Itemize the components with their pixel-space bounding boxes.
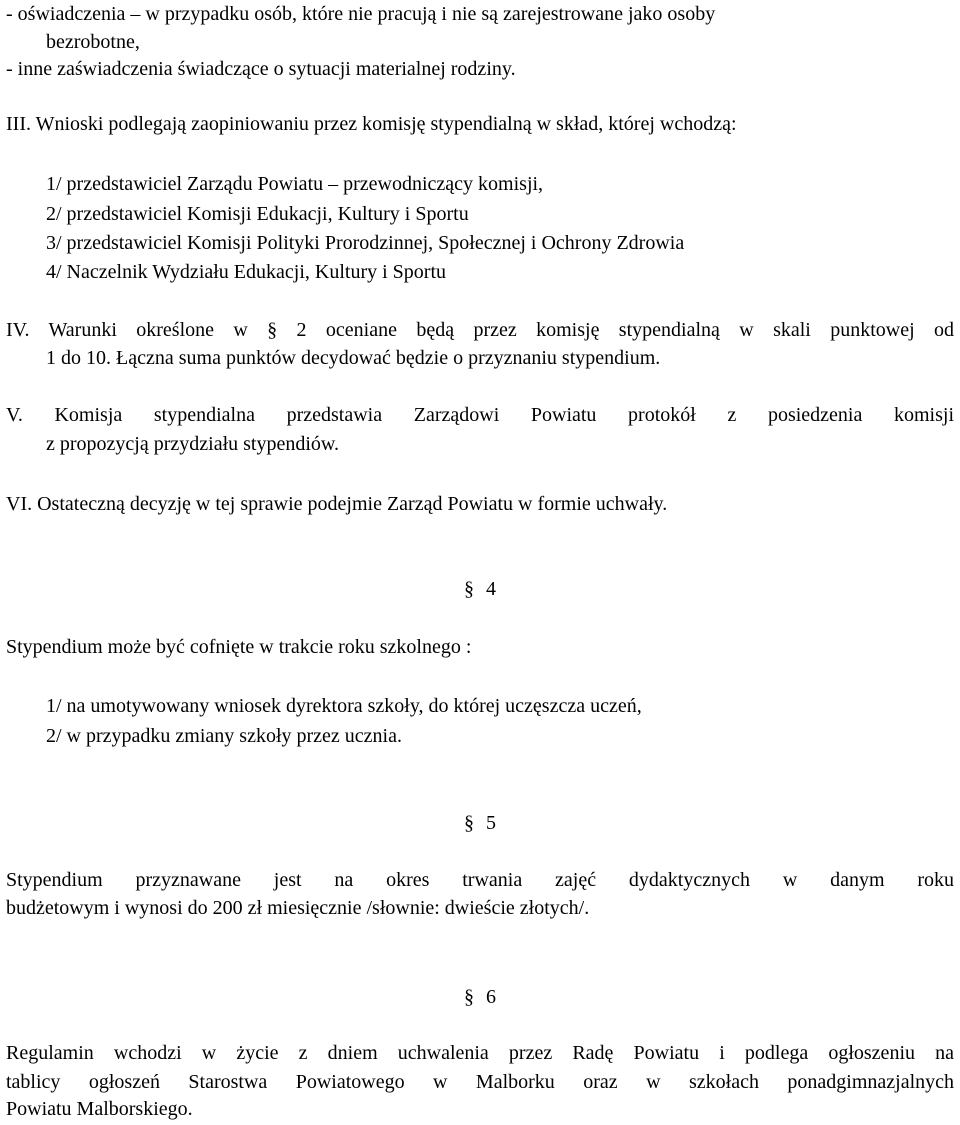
revocation-reason-2: 2/ w przypadku zmiany szkoły przez ucznia. bbox=[46, 725, 402, 747]
section-5-line-2: budżetowym i wynosi do 200 zł miesięcznie /słownie: dwieście złotych/. bbox=[6, 897, 590, 919]
section-6-line-1: Regulamin wchodzi w życie z dniem uchwalenia przez Radę Powiatu i podlega ogłoszeniu na bbox=[6, 1042, 954, 1064]
section-symbol: § bbox=[464, 812, 474, 834]
point-iii-text: III. Wnioski podlegają zaopiniowaniu przez komisję stypendialną w skład, której wchodzą: bbox=[6, 113, 737, 135]
committee-member-3: 3/ przedstawiciel Komisji Polityki Prorodzinnej, Społecznej i Ochrony Zdrowia bbox=[46, 232, 685, 254]
point-v-line-2: z propozycją przydziału stypendiów. bbox=[46, 433, 340, 455]
point-v-line-1: V. Komisja stypendialna przedstawia Zarządowi Powiatu protokół z posiedzenia komisji bbox=[6, 404, 954, 426]
revocation-reason-1: 1/ na umotywowany wniosek dyrektora szkoły, do której uczęszcza uczeń, bbox=[46, 695, 642, 717]
section-6-heading bbox=[464, 985, 496, 1011]
point-vi-text: VI. Ostateczną decyzję w tej sprawie podejmie Zarząd Powiatu w formie uchwały. bbox=[6, 493, 668, 515]
section-symbol: § bbox=[464, 578, 474, 600]
section-4-intro: Stypendium może być cofnięte w trakcie roku szkolnego : bbox=[6, 636, 472, 658]
section-number: 5 bbox=[486, 812, 496, 834]
point-iv-line-1: IV. Warunki określone w § 2 oceniane będą przez komisję stypendialną w skali punktowej od bbox=[6, 319, 954, 341]
section-symbol: § bbox=[464, 986, 474, 1008]
section-6-line-2: tablicy ogłoszeń Starostwa Powiatowego w Malborku oraz w szkołach ponadgimnazjalnych bbox=[6, 1071, 954, 1093]
section-4-heading bbox=[464, 577, 496, 603]
section-number: 4 bbox=[486, 578, 496, 600]
section-number: 6 bbox=[486, 986, 496, 1008]
section-5-heading bbox=[464, 811, 496, 837]
document-item-declaration-cont: bezrobotne, bbox=[46, 31, 140, 53]
committee-member-1: 1/ przedstawiciel Zarządu Powiatu – przewodniczący komisji, bbox=[46, 173, 544, 195]
committee-member-4: 4/ Naczelnik Wydziału Edukacji, Kultury i Sportu bbox=[46, 261, 446, 283]
point-iv-line-2: 1 do 10. Łączna suma punktów decydować będzie o przyznaniu stypendium. bbox=[46, 347, 661, 369]
section-5-line-1: Stypendium przyznawane jest na okres trwania zajęć dydaktycznych w danym roku bbox=[6, 869, 954, 891]
document-item-other-certificates: - inne zaświadczenia świadczące o sytuacji materialnej rodziny. bbox=[6, 58, 516, 80]
document-item-declaration: - oświadczenia – w przypadku osób, które nie pracują i nie są zarejestrowane jako osoby bbox=[6, 3, 716, 25]
section-6-line-3: Powiatu Malborskiego. bbox=[6, 1098, 193, 1120]
committee-member-2: 2/ przedstawiciel Komisji Edukacji, Kultury i Sportu bbox=[46, 203, 469, 225]
